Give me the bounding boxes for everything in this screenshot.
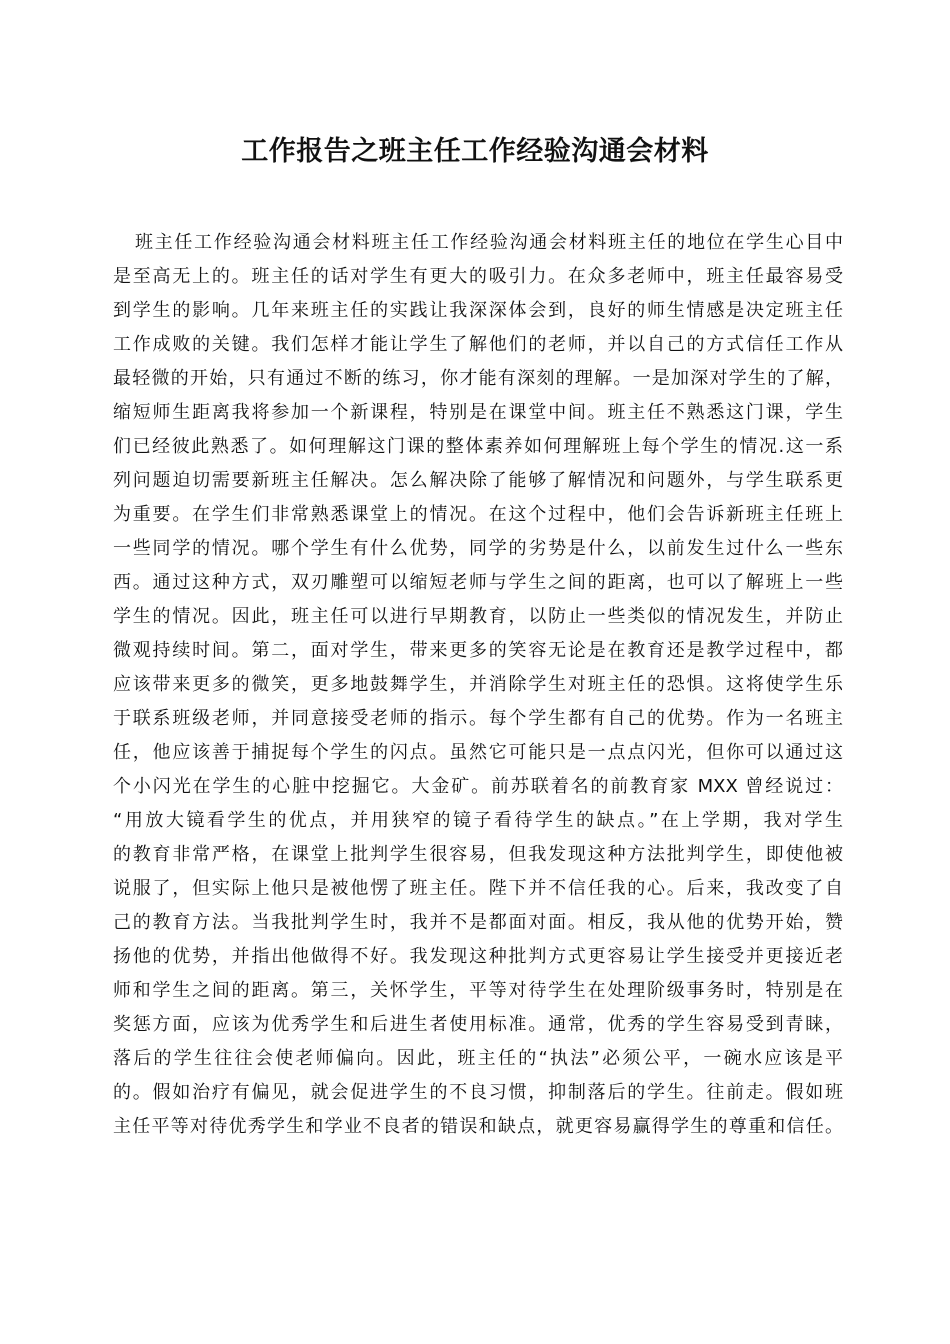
paragraph-line: 微观持续时间。第二，面对学生，带来更多的笑容无论是在教育还是教学过程中，都 bbox=[113, 640, 843, 661]
paragraph-line: 是至高无上的。班主任的话对学生有更大的吸引力。在众多老师中，班主任最容易受 bbox=[113, 266, 843, 287]
paragraph-line: 学生的情况。因此，班主任可以进行早期教育，以防止一些类似的情况发生，并防止 bbox=[113, 606, 843, 627]
paragraph-line: 工作成败的关键。我们怎样才能让学生了解他们的老师，并以自己的方式信任工作从 bbox=[113, 334, 843, 355]
paragraph-line: 一些同学的情况。哪个学生有什么优势，同学的劣势是什么，以前发生过什么一些东 bbox=[113, 538, 843, 559]
paragraph-line: 列问题迫切需要新班主任解决。怎么解决除了能够了解情况和问题外，与学生联系更 bbox=[113, 470, 843, 491]
paragraph-line: 任，他应该善于捕捉每个学生的闪点。虽然它可能只是一点点闪光，但你可以通过这 bbox=[113, 742, 843, 763]
paragraph-line: 最轻微的开始，只有通过不断的练习，你才能有深刻的理解。一是加深对学生的了解， bbox=[113, 368, 843, 389]
paragraph-line: 师和学生之间的距离。第三，关怀学生，平等对待学生在处理阶级事务时，特别是在 bbox=[113, 980, 843, 1001]
paragraph-line: 西。通过这种方式，双刃雕塑可以缩短老师与学生之间的距离，也可以了解班上一些 bbox=[113, 572, 843, 593]
paragraph-line: 的。假如治疗有偏见，就会促进学生的不良习惯，抑制落后的学生。往前走。假如班 bbox=[113, 1082, 843, 1103]
paragraph-line: 到学生的影响。几年来班主任的实践让我深深体会到，良好的师生情感是决定班主任 bbox=[113, 300, 843, 321]
paragraph-line: 主任平等对待优秀学生和学业不良者的错误和缺点，就更容易赢得学生的尊重和信任。 bbox=[113, 1116, 843, 1137]
paragraph-line: 个小闪光在学生的心脏中挖掘它。大金矿。前苏联着名的前教育家 MXX 曾经说过： bbox=[113, 776, 843, 797]
paragraph-line: 于联系班级老师，并同意接受老师的指示。每个学生都有自己的优势。作为一名班主 bbox=[113, 708, 843, 729]
paragraph-line: 应该带来更多的微笑，更多地鼓舞学生，并消除学生对班主任的恐惧。这将使学生乐 bbox=[113, 674, 843, 695]
paragraph-line: 们已经彼此熟悉了。如何理解这门课的整体素养如何理解班上每个学生的情况.这一系 bbox=[113, 436, 843, 457]
paragraph-line: 奖惩方面，应该为优秀学生和后进生者使用标准。通常，优秀的学生容易受到青睐， bbox=[113, 1014, 843, 1035]
paragraph-line: 扬他的优势，并指出他做得不好。我发现这种批判方式更容易让学生接受并更接近老 bbox=[113, 946, 843, 967]
paragraph-line: 班主任工作经验沟通会材料班主任工作经验沟通会材料班主任的地位在学生心目中 bbox=[135, 232, 843, 253]
document-body bbox=[113, 226, 843, 1144]
paragraph-line: 为重要。在学生们非常熟悉课堂上的情况。在这个过程中，他们会告诉新班主任班上 bbox=[113, 504, 843, 525]
paragraph-line: 说服了，但实际上他只是被他愣了班主任。陛下并不信任我的心。后来，我改变了自 bbox=[113, 878, 843, 899]
document-title: 工作报告之班主任工作经验沟通会材料 bbox=[241, 136, 709, 167]
paragraph-line: 缩短师生距离我将参加一个新课程，特别是在课堂中间。班主任不熟悉这门课，学生 bbox=[113, 402, 843, 423]
paragraph-line: 己的教育方法。当我批判学生时，我并不是都面对面。相反，我从他的优势开始，赞 bbox=[113, 912, 843, 933]
paragraph-line: 落后的学生往往会使老师偏向。因此，班主任的“执法”必须公平，一碗水应该是平 bbox=[113, 1048, 843, 1069]
paragraph-line: 的教育非常严格，在课堂上批判学生很容易，但我发现这种方法批判学生，即使他被 bbox=[113, 844, 843, 865]
paragraph-line: “用放大镜看学生的优点，并用狭窄的镜子看待学生的缺点。”在上学期，我对学生 bbox=[113, 810, 843, 831]
